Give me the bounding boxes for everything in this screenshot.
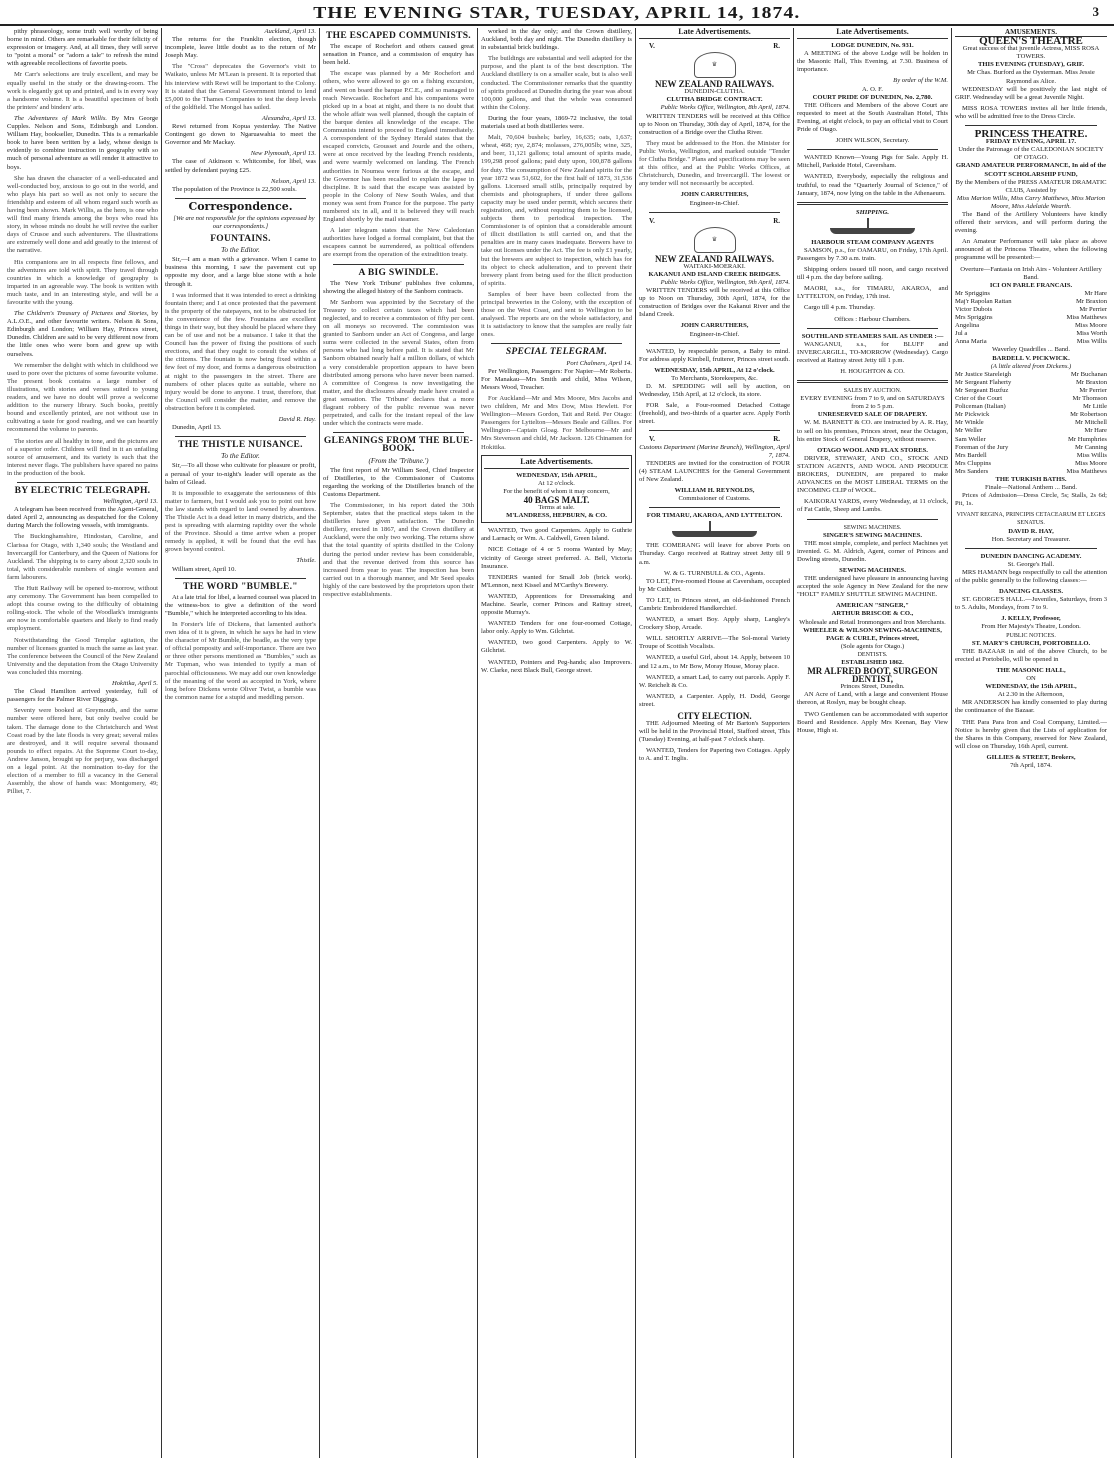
correspondence-heading: Correspondence.	[188, 199, 293, 213]
cast-row: Mr Sergeant Buzfuz Mr Perrier	[955, 386, 1107, 394]
filler-text: They must be addressed to the Hon. the Minister for Public Works, Wellington, and marked outside "Tender for Clutha Bridge." Plans and specifications may be seen at this office, and at the Public Works Offices, at Christchurch, Dunedin, and Invercargill. The lowest or any tender will not necessarily be accepted.	[639, 139, 790, 188]
divider	[807, 519, 938, 520]
misc-ad: WANTED, a smart Boy. Apply sharp, Langley's Crockery Shop, Arcade.	[639, 616, 790, 632]
hay-signature: DAVID R. HAY,	[1008, 527, 1054, 535]
wanted-ad-text: WANTED, Apprentices for Dressmaking and Machine. Searle, corner Princes and Rattray street, opposite Murray's.	[481, 592, 632, 617]
filler-text: For Auckland—Mr and Mrs Moore, Mrs Jacobs and two children, Mr and Mrs Dow, Miss Hewlett. For Wellington—Messrs Gordon, Tait and Reid. Per Otago: Passengers for Lyttelton—Messrs Beale and Gillies. For Wellington—Captain Gloag. For Melbourne—Mr and Mrs Stevenson and child, Mr Jackson. 126 Chinamen for Hokitika.	[481, 394, 632, 451]
dateline-nelson: Nelson, April 13.	[271, 177, 316, 185]
divider	[649, 343, 780, 344]
turkish-heading: THE TURKISH BATHS.	[995, 475, 1067, 483]
queens-sub: Great success of that juvenile Actress, MISS ROSA TOWERS.	[962, 45, 1100, 61]
nzr-title: NEW ZEALAND RAILWAYS.	[655, 79, 774, 90]
gleanings-source: (From the 'Tribune.')	[368, 456, 429, 465]
dancing-classes-heading: DANCING CLASSES.	[998, 588, 1064, 596]
filler-text: Mr Carr's selections are truly excellent, and may be equally useful in the study or the drawing-room. The work is elegantly got up and printed, and is in every way a handsome volume. It is a beautiful specimen of both the printers' and binders' arts.	[7, 71, 158, 111]
column-7	[952, 28, 1110, 1458]
queens-rosa: MISS ROSA TOWERS invites all her little friends, who will be admitted free to the Dress Circle.	[955, 104, 1107, 120]
fountains-to-editor: To the Editor.	[221, 246, 260, 255]
nzr-2-dateline: Public Works Office, Wellington, 9th April, 1874.	[660, 278, 790, 286]
misc-ad: WANTED, a Carpenter. Apply, H. Dodd, George street.	[639, 692, 790, 708]
st-mary-heading: ST. MARY'S CHURCH, PORTOBELLO.	[971, 639, 1091, 647]
filler-text: The "Cross" deprecates the Governor's visit to Waikato, unless Mr M'Lean is present. It is reported that his interview with Rewi will be important to the Colony. It is stated that the General Government intend to lend £5,000 to the Thames Companies to test the deep levels of the goldfield. The Mongol has sailed.	[165, 63, 316, 111]
wanted-baby-ad: WANTED, by respectable person, a Baby to mind. For address apply Kimbell, fruiterer, Princes street south.	[639, 347, 790, 363]
papering-ad: WANTED, Tenders for Papering two Cottages. Apply to A. and T. Inglis.	[639, 747, 790, 763]
public-notices-heading: PUBLIC NOTICES.	[1006, 632, 1056, 639]
steamship-icon	[662, 523, 768, 539]
sale-to: To Merchants, Storekeepers, &c.	[671, 374, 758, 382]
princess-by: By the Members of the PRESS AMATEUR DRAMATIC CLUB, Assisted by	[955, 178, 1107, 194]
southland-signature: H. HOUGHTON & CO.	[840, 368, 905, 375]
thistle-to-editor: To the Editor.	[221, 452, 260, 461]
distillery-body-2: During the four years, 1869-72 inclusive, the total materials used at both distilleries were.	[481, 114, 632, 131]
sewing-heading: SEWING MACHINES.	[843, 524, 902, 531]
queens-cast: Mr Chas. Burford as the Oysterman. Miss Jessie Raymond as Alice.	[967, 69, 1095, 85]
column-5	[636, 28, 794, 1458]
princess-grand: GRAND AMATEUR PERFORMANCE, In aid of the SCOTT SCHOLARSHIP FUND,	[955, 162, 1107, 178]
masthead-title: THE EVENING STAR, TUESDAY, APRIL 14, 1874.	[313, 3, 801, 22]
hay-role: Hon. Secretary and Treasurer.	[991, 535, 1071, 543]
wanted-ad	[481, 620, 632, 636]
thistle-signature: Thistle.	[296, 557, 316, 565]
prices: Prices of Admission—Dress Circle, 5s; Stalls, 2s 6d; Pit, 1s.	[955, 492, 1107, 508]
masonic-hall: THE MASONIC HALL,	[996, 666, 1066, 674]
arthur-briscoe: ARTHUR BRISCOE & CO.,	[831, 610, 914, 618]
misc-ad: TO LET, Five-roomed House at Caversham, occupied by Mr Cuthbert.	[639, 577, 790, 593]
wanted-ad	[481, 593, 632, 617]
filler-text: It is impossible to exaggerate the seriousness of this matter to farmers, but I would ask you to point out how the law stands with regard to land owned by absentees. The Thistle Act is a dead letter in many districts, and the pest is spreading with alarming rapidity over the whole of the Province. Should a time arrive when a proper remedy is applied, it will be found that the evil has grown beyond control.	[165, 489, 316, 554]
kaikorai-ad: KAIKORAI YARDS, every Wednesday, at 11 o'clock, of Fat Cattle, Sheep and Lambs.	[797, 498, 948, 514]
divider	[797, 202, 948, 205]
wanted-ad-text: WANTED, Pointers and Peg-hands; also Improvers. W. Clarke, next Black Bull, George street.	[481, 658, 632, 674]
cast-row: Angelina Miss Moore	[955, 322, 1107, 330]
misc-ad: WANTED, a useful Girl, about 14. Apply, between 10 and 12 a.m., to Mr Bow, Moray House, Moray place.	[639, 654, 790, 670]
gentlemen-ad: TWO Gentlemen can be accommodated with superior Board and Residence. Apply Mrs Keenan, Bay View House, High st.	[797, 710, 948, 734]
filler-text: She has drawn the character of a well-educated and well-conducted boy, anxious to go out in the world, and who plays his part so well as not only to secure the friendship and esteem of all whom regard such worth as having been shown. Mark Willis, as the hero, is one who will find many friends among the boys who read his story, in whose minds no doubt he will revive the earlier days of Crusoe and such adventurers. The illustrations are extremely well done and add greatly to the interest of the narrative.	[7, 174, 158, 255]
bazaar-ad: THE BAZAAR in aid of the above Church, to be erected at Portobello, will be opened in	[955, 647, 1107, 663]
wanganui-ad: WANGANUI, s.s., for BLUFF and INVERCARGILL, TO-MORROW (Wednesday). Cargo received at Rattray street Jetty till 1 p.m.	[797, 340, 948, 364]
auction-line: EVERY EVENING from 7 to 9, and on SATURDAYS from 2 to 5 p.m.	[800, 395, 945, 411]
cast-row: Sam Weller Mr Humphries	[955, 435, 1107, 443]
alfred-boot-address: Princes Street, Dunedin.	[840, 683, 905, 691]
thistle-place: William street, April 10.	[172, 565, 237, 573]
harbour-heading: HARBOUR STEAM COMPANY AGENTS	[811, 238, 934, 246]
filler-text: We remember the delight with which in childhood we used to pore over the pictures of some favourite volume. The present book contains a large number of illustrations, with stories and verses suited to young readers, and we have no doubt will prove a welcome addition to the nursery library. Such books, prettily bound and excellently printed, are not without use in cultivating a taste for good reading, and we can heartily recommend the volume to parents.	[7, 361, 158, 434]
telegraph-body: A telegram has been received from the Agent-General, dated April 2, announcing as despatched for the Colony during March the following vessels, with immigrants.	[7, 506, 158, 530]
malt-sale-item: 40 BAGS MALT.	[523, 494, 590, 505]
column-3	[320, 28, 478, 1458]
filler-text: The stories are all healthy in tone, and the pictures are of a superior order. Children will find in it an unfailing source of amusement, and its variety is such that the interest never flags. The publishers have spared no pains in the production of the book.	[7, 437, 158, 477]
royal-cipher: V. R.	[649, 435, 780, 444]
nzr-1-role: Engineer-in-Chief.	[689, 199, 740, 207]
divider	[491, 343, 622, 344]
thistle-heading: THE THISTLE NUISANCE.	[178, 440, 303, 451]
divider	[649, 430, 780, 431]
malt-sale-date: WEDNESDAY, 15th APRIL,	[516, 471, 597, 479]
established: ESTABLISHED 1862.	[841, 659, 904, 666]
filler-text: The Commissioner, in his report dated the 30th September, states that the practical steps taken in the distilleries have given satisfaction. The Dunedin distillery, erected in 1867, and the Crown distillery at Auckland, were the only two working. The returns show that the total quantity of spirits distilled in the Colony during the period under review has been considerable, and that the revenue derived from this source has increased from year to year. The inspection has been carried out in a thorough manner, and Mr Seed speaks highly of the care bestowed by the proprietors upon their respective establishments.	[323, 501, 474, 598]
nzr-1-sub: DUNEDIN-CLUTHA.	[684, 88, 745, 96]
city-election-heading: CITY ELECTION.	[677, 711, 752, 721]
malt-sale-firm: M'LANDRESS, HEPBURN, & CO.	[506, 512, 607, 520]
cast-row: Jul a Miss Worth	[955, 330, 1107, 338]
gleanings-heading: GLEANINGS FROM THE BLUE-BOOK.	[323, 436, 474, 455]
band-note: The Band of the Artillery Volunteers have kindly offered their services, and will perform during the evening.	[955, 210, 1107, 235]
review-1-body: By Mrs George Cupples. Nelson and Sons, Edinburgh and London. William Hay, bookseller, Dunedin. This is a remarkable book to have been written by a lady, whose design is evidently to combine instruction in geography with so much of personal adventure as will render it attractive to boys.	[7, 114, 158, 171]
late-advertisements-heading: Late Advertisements.	[484, 458, 629, 469]
divider	[649, 212, 780, 213]
filler-text: Notwithstanding the Good Templar agitation, the number of licenses granted is much the same as last year. The conference between the Council of the New Zealand University and the deputation from the Otago University was concluded this morning.	[7, 636, 158, 676]
wanted-ad	[481, 574, 632, 590]
filler-text: Malt, 70,604 bushels; barley, 16,635; oats, 1,637; wheat, 468; rye, 2,874; molasses, 276,005lb; wine, 325, and beer, 11,121 gallons; total amount of spirits made, 199,298 proof gallons; paid duty upon, 100,878 gallons for duty. The consumption of New Zealand spirits for the year 1872 was 51,602, for the first half of 1873, 31,536 gallons. Licensed small stills, principally required by chemists and photographers, if under three gallons capacity may be used under permit, which secures their registration, and, without requiring them to be licensed, subjects them to periodical inspection. The Commissioner is of opinion that a considerable amount of illicit distillation is still carried on, and that the penalties are in many cases inadequate. Brewers have to take out licenses under the Act. The fee is only £1 yearly, but the brewers are subject to inspection, which has for its object to check adulteration, and to prevent their brewery plant from being used for the illicit production of spirits.	[481, 134, 632, 287]
filler-text: The Hutt Railway will be opened to-morrow, without any ceremony. The Government has been compelled to adopt this course owing to the difficulty of obtaining rolling-stock. The whole of the Woodlark's immigrants are now in comfortable quarters and likely to find ready employment.	[7, 585, 158, 633]
wanted-ad	[481, 659, 632, 675]
holt-ad: THE undersigned have pleasure in announcing having accepted the sole Agency in New Zealand for the new "HOLT" FAMILY SHUTTLE SEWING MACHINE.	[797, 575, 948, 599]
bumble-body: At a late trial for libel, a learned counsel was placed in the witness-box to give a definition of the word "Bumble," which he interpreted according to his idea.	[165, 593, 316, 617]
steamship-icon	[820, 220, 926, 236]
acre-ad: AN Acre of Land, with a large and convenient House thereon, at Roslyn, may be bought cheap.	[797, 691, 948, 707]
wanted-ad	[481, 546, 632, 570]
cast-row: Mr Weller Mr Hare	[955, 427, 1107, 435]
filler-text: In Forster's life of Dickens, that lamented author's own idea of it is given, in which he says he had in view the character of Mr Bumble, the beadle, as the very type of official pomposity and self-importance. There are two or three other persons mentioned as "Bumbles," such as Mr Tupman, who was intended to typify a man of parochial officiousness. We may add our own knowledge of the meaning of the word as accepted in York, where long before Dickens wrote Oliver Twist, a bumble was the common name for a stupid and meddling person.	[165, 621, 316, 701]
special-telegram-heading: SPECIAL TELEGRAM.	[505, 347, 608, 358]
filler-text: The buildings are substantial and well adapted for the purpose, and the plant is of the best description. The Auckland distillery is on a smaller scale, but is also well conducted. The Commissioner remarks that the quantity of spirits produced at Dunedin during the year was about 100,000 gallons, and that the whole was consumed within the Colony.	[481, 55, 632, 111]
driver-ad: DRIVER, STEWART, AND CO., STOCK AND STATION AGENTS, AND WOOL AND PRODUCE BROKERS, DUNEDIN, are prepared to make ADVANCES on the MOST LIBERAL TERMS on the INCOMING CLIP of WOOL.	[797, 454, 948, 495]
princess-patron: Under the Patronage of the CALEDONIAN SOCIETY OF OTAGO.	[958, 146, 1104, 162]
divider	[807, 149, 938, 150]
sale-date: WEDNESDAY, 15th APRIL, At 12 o'clock.	[654, 366, 775, 374]
lodge-heading: LODGE DUNEDIN, No. 931.	[831, 42, 914, 50]
dentists-heading: DENTISTS.	[857, 651, 888, 658]
timaru-signature: W. & G. TURNBULL & CO., Agents.	[663, 569, 766, 577]
divider	[965, 125, 1097, 126]
maori-ad: MAORI, s.s., for TIMARU, AKAROA, and LYTTELTON, on Friday, 17th inst.	[797, 285, 948, 301]
arthur-role: Wholesale and Retail Ironmongers and Iron Merchants.	[799, 618, 946, 626]
review-1-title: The Adventures of Mark Willis.	[14, 114, 108, 122]
nzr-title: NEW ZEALAND RAILWAYS.	[655, 253, 774, 264]
samson-ad: SAMSON, p.s., for OAMARU, on Friday, 17th April. Passengers by 7.30 a.m. train.	[797, 246, 948, 262]
court-signature: JOHN WILSON, Secretary.	[835, 137, 910, 145]
review-2-title: The Children's Treasury of Pictures and Stories,	[14, 310, 149, 318]
bumble-heading: THE WORD "BUMBLE."	[183, 581, 298, 592]
customs-dateline: Customs Department (Marine Branch), Wellington, April 7, 1874.	[639, 443, 790, 459]
aof-label: A. O. F.	[862, 85, 883, 93]
cast-row: Anna Maria Miss Willis	[955, 338, 1107, 346]
nzr-2-signature: JOHN CARRUTHERS,	[680, 322, 749, 330]
gillies-date: 7th April, 1874.	[1010, 761, 1052, 769]
american-singer: AMERICAN "SINGER,"	[836, 602, 909, 610]
harbour-offices: Offices : Harbour Chambers.	[834, 315, 911, 323]
city-election-body: THE Adjourned Meeting of Mr Barton's Supporters will be held in the Provincial Hotel, Stafford street, This (Tuesday) Evening, at half-past 7 o'clock sharp.	[639, 720, 790, 744]
misc-ad: WANTED, a smart Lad, to carry out parcels. Apply F. W. Reichelt & Co.	[639, 673, 790, 689]
princess-date: FRIDAY EVENING, APRIL 17.	[985, 138, 1077, 146]
amateur-note: An Amateur Performance will take place as above announced at the Princess Theatre, when the following programme will be presented:—	[955, 238, 1107, 262]
dateline-alexandra: Alexandra, April 13.	[261, 114, 316, 122]
telegraph-heading: BY ELECTRIC TELEGRAPH.	[14, 485, 151, 496]
princess-theatre-heading: PRINCESS THEATRE.	[974, 128, 1088, 141]
escaped-communists-heading: THE ESCAPED COMMUNISTS.	[326, 31, 471, 41]
trial-cast-list	[955, 371, 1107, 476]
filler-text: Samples of beer have been collected from the principal breweries in the Colony, with the exception of those on the West Coast, and sent to Wellington to be analysed. The reports are on the whole satisfactory, and it is satisfactory to know that the samples are really fair ones.	[481, 290, 632, 339]
fountains-place: Dunedin, April 13.	[172, 424, 222, 432]
st-george-ad: ST. GEORGE'S HALL.—Juveniles, Saturdays, from 3 to 5. Adults, Mondays, from 7 to 9.	[955, 596, 1107, 612]
big-swindle-body: The 'New York Tribune' publishes five columns, showing the alleged history of the Sanborn contracts.	[323, 279, 474, 295]
big-swindle-heading: A BIG SWINDLE.	[358, 267, 439, 278]
overture: Overture—Fantasia on Irish Airs - Volunteer Artillery Band.	[960, 265, 1102, 281]
late-advertisements-heading: Late Advertisements.	[797, 28, 948, 39]
cast-row: Mr Spriggins Mr Hare	[955, 289, 1107, 297]
alfred-boot: MR ALFRED BOOT, SURGEON DENTIST,	[807, 666, 938, 685]
hamann-ad: MRS HAMANN begs respectfully to call the attention of the public generally to the following classes:—	[955, 568, 1107, 584]
timaru-heading: FOR TIMARU, AKAROA, AND LYTTELTON.	[646, 512, 783, 520]
nzr-2-body: WRITTEN TENDERS will be received at this Office up to Noon on Thursday, 30th April, 1874, for the construction of Bridges over the Kakanui River and the Island Creek.	[639, 287, 790, 319]
timaru-body: THE COMERANG will leave for above Ports on Thursday. Cargo received at Rattray street Jetty till 9 a.m.	[639, 542, 790, 566]
nelson-news: The population of the Province is 22,500 souls.	[172, 185, 297, 193]
waverley: Waverley Quadrilles ... Band.	[991, 346, 1071, 354]
special-telegram-dateline: Port Chalmers, April 14.	[566, 359, 632, 367]
malt-sale-for: For the benefit of whom it may concern,	[503, 487, 610, 495]
samson-ad-2: Shipping orders issued till noon, and cargo received till 4 p.m. the day before sailing.	[797, 266, 948, 282]
cast-row: Mrs Spriggins Miss Matthews	[955, 314, 1107, 322]
new-plymouth-news: The case of Atkinson v. Whitcombe, for libel, was settled by defendant paying £25.	[165, 158, 316, 174]
late-advertisements-box	[481, 455, 632, 524]
divider	[797, 380, 948, 383]
customs-signature: WILLIAM H. REYNOLDS,	[674, 487, 755, 495]
spedding-ad: D. M. SPEDDING will sell by auction, on Wednesday, 15th April, at 12 o'clock, its store.	[639, 383, 790, 399]
wanted-ad-text: NICE Cottage of 4 or 5 rooms Wanted by May; vicinity of George street preferred. A. Bell, Victoria Insurance.	[481, 546, 632, 570]
southland-heading: SOUTHLAND STEAMERS SAIL AS UNDER :—	[801, 332, 944, 340]
telegraph-body-2: The Clead Hamilton arrived yesterday, full of passengers for the Palmer River Diggings.	[7, 688, 158, 704]
column-6	[794, 28, 952, 1458]
filler-text: His companions are in all respects fine fellows, and the adventures are told with spirit. They travel through countries in which a knowledge of geography is imparted in an agreeable way. The book is written with much taste, and in an interesting style, and will be a favourite with the young.	[7, 258, 158, 306]
wanted-ad	[481, 639, 632, 655]
wheeler-wilson: WHEELER & WILSON SEWING-MACHINES,	[803, 626, 942, 634]
cast-row: Mr Winkle Mr Mitchell	[955, 419, 1107, 427]
dancing-sub: St. George's Hall.	[1007, 560, 1055, 568]
auction-heading: SALES BY AUCTION.	[843, 388, 902, 395]
vivant-regina: VIVANT REGINA, PRINCIPIS CETACEARUM ET LEGES SENATUS.	[956, 512, 1106, 527]
drapery-heading: UNRESERVED SALE OF DRAPERY.	[817, 411, 928, 419]
filler-text: A later telegram states that the New Caledonian authorities have lodged a formal complaint, but that the escapees cannot be surrendered, as political offenders are exempt from the operation of the extradition treaty.	[323, 227, 474, 259]
wanted-ad-text: WANTED, Two good Carpenters. Apply to Guthrie and Larnach; or Wm. A. Caldwell, Green Island.	[481, 527, 632, 543]
column-2	[162, 28, 320, 1458]
cast-row: Mrs Cluppins Miss Moore	[955, 459, 1107, 467]
royal-cipher: V. R.	[649, 216, 780, 225]
everybody-ad: WANTED, Everybody, especially the religious and truthful, to read the "Quarterly Journal of Science," of January, 1874, now lying on the table in the Athenaeum.	[797, 173, 948, 197]
divider	[175, 578, 306, 579]
farce-heading: ICI ON PARLE FRANCAIS.	[989, 281, 1073, 289]
queens-theatre-heading: QUEEN'S THEATRE	[979, 35, 1083, 48]
nzr-2-role: Engineer-in-Chief.	[689, 330, 740, 338]
divider	[333, 432, 464, 433]
fountains-signature: David R. Hay.	[278, 416, 316, 424]
court-heading: COURT PRIDE OF DUNEDIN, No. 2,780.	[812, 93, 933, 101]
page-number: 3	[1092, 4, 1100, 19]
anderson-note: MR ANDERSON has kindly consented to play during the continuance of the Bazaar.	[955, 699, 1107, 715]
sewing-2-heading: SEWING MACHINES.	[839, 566, 906, 574]
wanted-ad-text: TENDERS wanted for Small Job (brick work). M'Lennon, next Kissel and M'Carthy's Brewery.	[481, 573, 632, 589]
filler-text: Mr Sanborn was appointed by the Secretary of the Treasury to collect certain taxes which had been neglected, and to receive a commission of fifty per cent. on all moneys so recovered. The commission was granted to Sanborn under an Act of Congress, and large sums were collected in the several States, often from persons who had long before paid. It is stated that Mr Sanborn obtained nearly half a million dollars, of which a very considerable proportion appears to have been distributed among persons who have never been named. A committee of Congress is now investigating the matter, and the disclosures already made have created a great sensation. The 'Tribune' declares that a more flagrant robbery of the public revenue was never perpetrated, and calls for the instant repeal of the law under which the contracts were made.	[323, 298, 474, 428]
misc-ad: WILL SHORTLY ARRIVE—The Sol-moral Variety Troupe of Scottish Vocalists.	[639, 635, 790, 651]
page-curle: PAGE & CURLE, Princes street,	[826, 634, 919, 642]
cast-row: Mrs Bardell Miss Willis	[955, 451, 1107, 459]
customs-body: TENDERS are invited for the construction of FOUR (4) STEAM LAUNCHES for the General Government of New Zealand.	[639, 459, 790, 483]
distillery-body: worked in the day only; and the Crown distillery, Auckland, both day and night. The Dunedin distillery is in substantial brick buildings.	[481, 28, 632, 52]
nzr-2-contract: KAKANUI AND ISLAND CREEK BRIDGES.	[648, 270, 781, 278]
page-columns	[4, 28, 1110, 1458]
nzr-1-signature: JOHN CARRUTHERS,	[680, 191, 749, 199]
gleanings-body: The first report of Mr William Seed, Chief Inspector of Distilleries, to the Commissioner of Customs regarding the working of the Distilleries branch of the Customs Department.	[323, 466, 474, 498]
malt-sale-terms: Terms at sale.	[538, 504, 575, 512]
crest-icon: ♛	[694, 52, 736, 78]
crest-icon: ♛	[694, 227, 736, 253]
divider	[175, 436, 306, 437]
royal-cipher: V. R.	[649, 42, 780, 51]
dancing-heading: DUNEDIN DANCING ACADEMY.	[980, 552, 1082, 560]
lodge-signature: By order of the W.M.	[893, 77, 948, 85]
intro-paragraph: pithy phraseology, some truth well worthy of being borne in mind. Others are remarkable for their felicity of expression or imagery. And, at all times, they will serve to "point a moral" or "adorn a tale" to refresh the mind with agreeable recollections of favorite poets.	[7, 28, 158, 68]
late-advertisements-heading: Late Advertisements.	[639, 28, 790, 39]
cast-row: Maj'r Rapolan Rattan Mr Braxton	[955, 297, 1107, 305]
trial-heading: BARDELL V. PICKWICK.	[992, 354, 1070, 362]
misc-ad: TO LET, in Princes street, an old-fashioned French Cambric Embroidered Handkerchief.	[639, 596, 790, 612]
cast-row: Mr Pickwick Mr Robertson	[955, 411, 1107, 419]
nzr-2-sub: WAITAKI-MOERAKI.	[683, 262, 746, 270]
wanted-ad-text: WANTED, two good Carpenters. Apply to W. Gilchrist.	[481, 639, 632, 655]
for-sale-ad: FOR Sale, a Four-roomed Detached Cottage (freehold), and two-thirds of a quarter acre. Apply Forth street.	[639, 402, 790, 426]
filler-text: Seventy were booked at Greymouth, and the same number were offered here, but only twelve could be taken. The damage done to the Christchurch and West Coast road by the late floods is very great; several miles are destroyed, and it will require several thousand pounds to effect repairs. At the Supreme Court to-day, Andrew Janson, brought up for perjury, was discharged on a legal point. At the nomination to-day for the election of a member to fill a vacancy in the General Assembly, the show of hands was: Montgomery, 49; Pilliet, 7.	[7, 707, 158, 796]
masonic-date: WEDNESDAY, the 15th APRIL,	[985, 683, 1077, 691]
customs-role: Commissioner of Customs.	[678, 495, 751, 503]
cast-row: Mrs Sanders Miss Matthews	[955, 467, 1107, 475]
singer-ad: THE most simple, complete, and perfect Machines yet invented. G. M. Aldrich, Agent, corner of Princes and Dowling streets, Dunedin.	[797, 539, 948, 563]
masonic-time: At 2.30 in the Afternoon,	[997, 691, 1065, 699]
dateline-auckland: Auckland, April 13.	[264, 28, 316, 35]
telegraph-dateline-2: Hokitika, April 5.	[111, 680, 158, 688]
auckland-news: The returns for the Franklin election, though incomplete, leave little doubt as to the return of Mr Joseph May.	[165, 36, 316, 60]
divider	[333, 264, 464, 265]
cast-row: Foreman of the Jury Mr Canning	[955, 443, 1107, 451]
wanted-ad-text: WANTED Tenders for one four-roomed Cottage, labor only. Apply to Wm. Gilchrist.	[481, 620, 632, 636]
para-para-notice: THE Para Para Iron and Coal Company, Limited.—Notice is hereby given that the Lists of application for the Shares in this Company, reserved for New Zealand, will close on Thursday, 16th April, current.	[955, 718, 1107, 750]
nzr-1-body: WRITTEN TENDERS will be received at this Office up to Noon on Thursday, 30th day of April, 1874, for the construction of a Bridge over the Clutha River.	[639, 112, 790, 136]
malt-sale-time: At 12 o'clock.	[538, 479, 575, 487]
fountains-letter: Sir,—I am a man with a grievance. When I came to business this morning, I saw the pavement cut up opposite my door, and a large blue stone with a hole through it.	[165, 256, 316, 288]
divider	[965, 548, 1097, 549]
fountains-heading: FOUNTAINS.	[210, 234, 271, 245]
dateline-new-plymouth: New Plymouth, April 13.	[250, 150, 316, 158]
shipping-heading: SHIPPING.	[855, 208, 890, 216]
singer-heading: SINGER'S SEWING MACHINES.	[822, 531, 923, 539]
cast-row: Mr Sergeant Flaherty Mr Braxton	[955, 378, 1107, 386]
telegraph-dateline: Wellington, April 13.	[103, 498, 158, 506]
farce-cast-list	[955, 290, 1107, 347]
column-1	[4, 28, 162, 1458]
cast-row: Policeman (Italian) Mr Little	[955, 403, 1107, 411]
maori-ad-2: Cargo till 4 p.m. Thursday.	[804, 304, 875, 312]
escaped-communists-body: The escape of Rochefort and others caused great sensation in France, and a commission of enquiry has been held.	[323, 43, 474, 67]
queens-tonight: THIS EVENING (TUESDAY), GRIF.	[978, 61, 1084, 69]
alexandra-news: Rewi returned from Kopua yesterday. The Native Contingent go down to Ngaruawahia to meet the Governor and Mr Mackay.	[165, 123, 316, 147]
filler-text: I was informed that it was intended to erect a drinking fountain there; and I at once protested that the pavement is the property of the ratepayers, not to be obstructed for the convenience of the few. Fountains are excellent things in their way, but they should be placed where they can be of use and not be a nuisance. I take it that the Council has the power of fixing the positions of such erections, and that they ought to consult the wishes of the citizens. The fountain is now being fixed within a few feet of my door, and forms a dangerous obstruction at night to the passengers in the street. There are numbers of other places quite as suitable, where no injury would be done to anyone. I trust, therefore, that the Council will consider the matter, and remove the obstruction before it is completed.	[165, 291, 316, 412]
nzr-1-dateline: Public Works Office, Wellington, 8th April, 1874.	[660, 104, 790, 112]
cast-row: Crier of the Court Mr Thomson	[955, 395, 1107, 403]
filler-text: The escape was planned by a Mr Rochefort and others, who were allowed to go on a fishing excursion, and went on board the barque P.C.E., and so managed to reach Newcastle. Rochefort and his companions were picked up in a boat at night, and there is no doubt that the whole affair was well planned, though the captain of the barque denies all knowledge of the escape. The Communists intend to proceed to England immediately. A correspondent of the Sydney Herald states that the escaped convicts, Grousset and Jourde and the others, were at once received by the leading French residents, and were warmly welcomed on landing. The French authorities in Noumea were furious at the escape, and the Governor has been recalled to explain the lapse in discipline. It is said that the escape was assisted by people in the Colony of New South Wales, and that money was sent from France for the purpose. The party numbered six in all, and it is believed they will reach England shortly by the mail steamer.	[323, 70, 474, 224]
nzr-1-contract: CLUTHA BRIDGE CONTRACT.	[666, 96, 763, 104]
divider	[17, 482, 148, 483]
finale: Finale—National Anthem ... Band.	[984, 484, 1078, 492]
queens-wednesday: WEDNESDAY will be positively the last night of GRIF. Wednesday will be a great Juvenile Night.	[955, 85, 1107, 101]
barnett-ad: W. M. BARNETT & CO. are instructed by A. R. Hay, to sell on his premises, Princes street, near the Octagon, his entire Stock of General Drapery, without reserve.	[797, 419, 948, 443]
court-body: THE Officers and Members of the above Court are requested to meet at the South Australian Hotel, This Evening, at eight o'clock, to pay an official visit to Court Pride of Otago.	[797, 101, 948, 134]
masonic-on: ON	[1026, 675, 1036, 683]
lodge-body: A MEETING of the above Lodge will be holden in the Masonic Hall, This Evening, at 7.30. Business of importance.	[797, 50, 948, 74]
kelly-signature: J. KELLY, Professor,	[1001, 615, 1061, 623]
divider	[649, 507, 780, 508]
review-2-body: by A.L.O.E., and other favourite writers. Nelson & Sons, Edinburgh and London; William Hay, Princes street, Dunedin. Children are said to be very different now from the little ones who were born and grew up with ourselves.	[7, 310, 158, 358]
cast-row: Mr Justice Stareleigh Mr Buchanan	[955, 370, 1107, 378]
page-curle-agents: (Sole agents for Otago.)	[840, 642, 905, 650]
special-telegram-body: Per Wellington, Passengers: For Napier—Mr Roberts. For Manakau—Mrs Smith and child, Miss Wilson, Messrs Wood, Treacher.	[481, 367, 632, 391]
divider	[807, 328, 938, 329]
column-4	[478, 28, 636, 1458]
princess-misses: Miss Marion Willis, Miss Carry Matthews, Miss Marion Moore, Miss Adelaide Wearth.	[956, 194, 1106, 210]
flax-heading: OTAGO WOOL AND FLAX STORES.	[817, 446, 928, 454]
cast-row: Victor Dubois Mr Perrier	[955, 306, 1107, 313]
correspondence-note: [We are not responsible for the opinions expressed by our correspondents.]	[173, 214, 315, 230]
newspaper-masthead	[0, 0, 1114, 26]
trial-sub: (A little altered from Dickens.)	[990, 362, 1072, 370]
amusements-heading: AMUSEMENTS.	[955, 28, 1107, 37]
kelly-role: From Her Majesty's Theatre, London.	[981, 623, 1081, 631]
divider	[175, 198, 306, 199]
gillies-signature: GILLIES & STREET, Brokers,	[986, 753, 1076, 761]
thistle-letter: Sir,—To all those who cultivate for pleasure or profit, a perusal of your to-night's leader will operate as the balm of Gilead.	[165, 462, 316, 486]
wanted-ad	[481, 527, 632, 543]
filler-text: The Buckinghamshire, Hindostan, Caroline, and Clarissa for Otago, with 1,340 souls; the Westland and Invercargill for Canterbury, and the Queen of Nations for Auckland. The shipping is to carry about 2,320 souls in total, with considerable numbers of single women and farm labourers.	[7, 533, 158, 581]
pigs-ad: WANTED Known—Young Pigs for Sale. Apply H. Mitchell, Parkside Hotel, Caversham.	[797, 154, 948, 170]
